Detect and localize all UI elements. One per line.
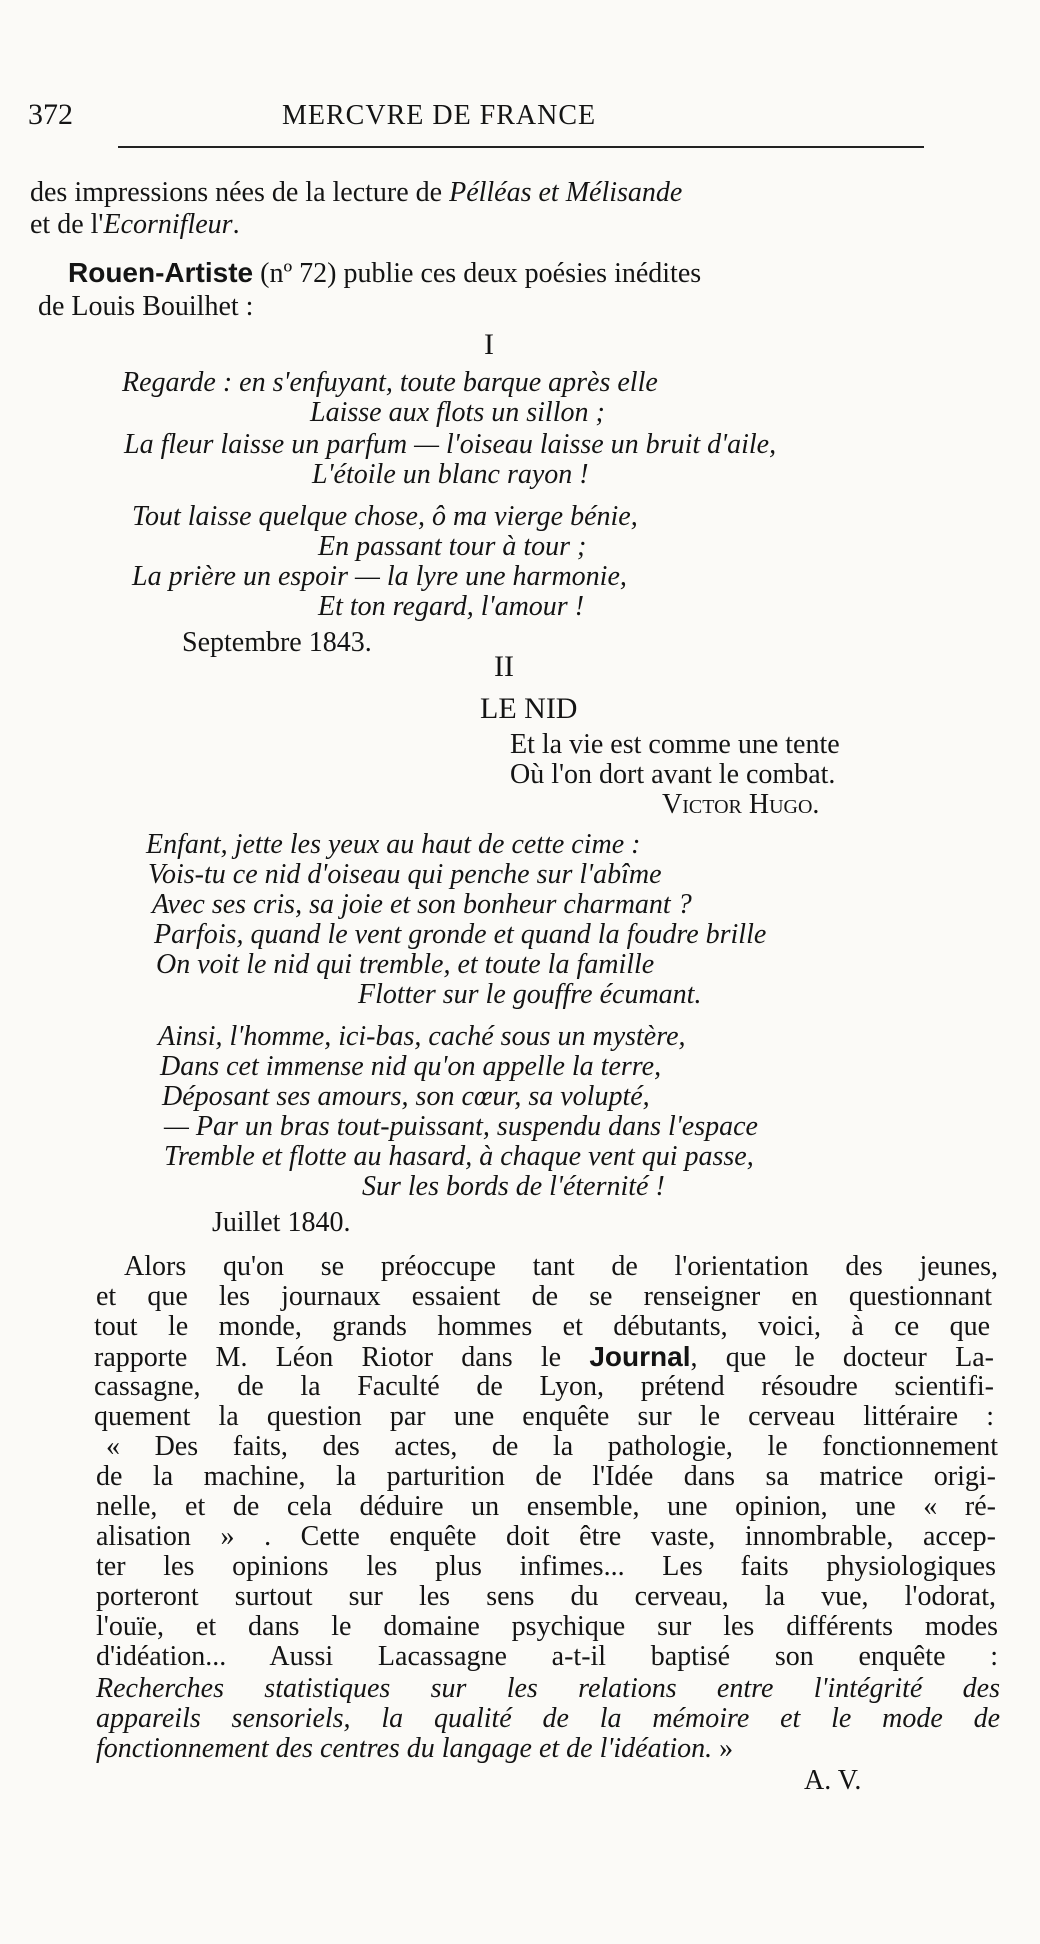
poem-1-line: Regarde : en s'enfuyant, toute barque après elle — [122, 367, 658, 398]
poem-2-title: LE NID — [480, 692, 578, 725]
article-line: et que les journaux essaient de se renseigner en questionnant — [96, 1281, 992, 1312]
epigraph-author: Victor Hugo. — [662, 789, 820, 820]
article-line: Alors qu'on se préoccupe tant de l'orientation des jeunes, — [124, 1251, 998, 1282]
article-text: , que le docteur La- — [690, 1342, 994, 1373]
article-line — [94, 1342, 994, 1373]
epigraph-line: Où l'on dort avant le combat. — [510, 759, 836, 790]
epigraph-line: Et la vie est comme une tente — [510, 729, 840, 760]
issue-number: (nº 72) — [260, 258, 337, 289]
poem-1-line: La fleur laisse un parfum — l'oiseau laisse un bruit d'aile, — [124, 429, 777, 460]
intro-line-2 — [30, 210, 240, 240]
poem-1-line: Laisse aux flots un sillon ; — [310, 397, 605, 428]
poem-1-line: En passant tour à tour ; — [318, 531, 587, 562]
article-line: l'ouïe, et dans le domaine psychique sur les différents modes — [96, 1611, 998, 1642]
article-line: nelle, et de cela déduire un ensemble, une opinion, une « ré- — [96, 1491, 996, 1522]
article-line: cassagne, de la Faculté de Lyon, prétend résoudre scientifi- — [94, 1371, 994, 1402]
article-line: tout le monde, grands hommes et débutants, voici, à ce que — [94, 1311, 990, 1342]
rouen-line-2: de Louis Bouilhet : — [38, 291, 254, 322]
poem-2-line: Parfois, quand le vent gronde et quand la foudre brille — [154, 919, 767, 950]
poem-1-line: Tout laisse quelque chose, ô ma vierge bénie, — [132, 501, 638, 532]
page-number: 372 — [28, 98, 73, 131]
poem-1-line: L'étoile un blanc rayon ! — [312, 459, 589, 490]
article-italic-line-last — [96, 1734, 733, 1764]
poem-2-numeral: II — [494, 650, 514, 683]
article-line: ter les opinions les plus infimes... Les faits physiologiques — [96, 1551, 996, 1582]
poem-1-numeral: I — [484, 328, 494, 361]
poem-2-line: Tremble et flotte au hasard, à chaque vent qui passe, — [164, 1141, 754, 1172]
article-text: rapporte M. Léon Riotor dans le — [94, 1342, 590, 1373]
poem-1-line: Et ton regard, l'amour ! — [318, 591, 585, 622]
article-italic-line: Recherches statistiques sur les relations entre l'intégrité des — [96, 1673, 1000, 1704]
header-rule — [118, 146, 924, 148]
title-ecornifleur: Ecornifleur — [103, 209, 233, 240]
intro-text: et de l' — [30, 209, 104, 240]
poem-2-line: Déposant ses amours, son cœur, sa volupté, — [162, 1081, 650, 1112]
article-line: porteront surtout sur les sens du cerveau, la vue, l'odorat, — [96, 1581, 996, 1612]
journal-name: Rouen-Artiste — [68, 257, 254, 288]
article-line: de la machine, la parturition de l'Idée dans sa matrice origi- — [96, 1461, 996, 1492]
poem-2-line: Enfant, jette les yeux au haut de cette cime : — [146, 829, 641, 860]
poem-2-line: Dans cet immense nid qu'on appelle la terre, — [160, 1051, 662, 1082]
article-line: alisation » . Cette enquête doit être vaste, innombrable, accep- — [96, 1521, 996, 1552]
poem-1-line: La prière un espoir — la lyre une harmonie, — [132, 561, 627, 592]
article-line: « Des faits, des actes, de la pathologie, le fonctionnement — [106, 1431, 998, 1462]
poem-2-date: Juillet 1840. — [212, 1207, 351, 1238]
title-pelleas: Pélléas et Mélisande — [449, 177, 683, 208]
poem-2-line: On voit le nid qui tremble, et toute la famille — [156, 949, 655, 980]
article-italic-line: appareils sensoriels, la qualité de la mémoire et le mode de — [96, 1703, 1000, 1734]
rouen-text: publie ces deux poésies inédites — [343, 258, 702, 289]
poem-2-line: Ainsi, l'homme, ici-bas, caché sous un mystère, — [158, 1021, 686, 1052]
close-quote: » — [712, 1733, 734, 1764]
running-title: MERCVRE DE FRANCE — [282, 100, 597, 131]
intro-text: . — [232, 209, 240, 240]
article-italic-text: fonctionnement des centres du langage et de l'idéation. — [96, 1733, 713, 1764]
signature: A. V. — [804, 1765, 862, 1796]
article-line: d'idéation... Aussi Lacassagne a-t-il baptisé son enquête : — [96, 1641, 998, 1672]
poem-2-line: Flotter sur le gouffre écumant. — [358, 979, 702, 1010]
article-line: quement la question par une enquête sur le cerveau littéraire : — [94, 1401, 994, 1432]
intro-line-1 — [30, 178, 682, 208]
rouen-line-1 — [68, 258, 701, 289]
journal-title: Journal — [589, 1341, 691, 1372]
poem-1-date: Septembre 1843. — [182, 627, 372, 658]
poem-2-line: Avec ses cris, sa joie et son bonheur charmant ? — [152, 889, 692, 920]
poem-2-line: Vois-tu ce nid d'oiseau qui penche sur l'abîme — [148, 859, 662, 890]
intro-text: des impressions nées de la lecture de — [30, 177, 450, 208]
poem-2-line: — Par un bras tout-puissant, suspendu dans l'espace — [164, 1111, 758, 1142]
poem-2-line: Sur les bords de l'éternité ! — [362, 1171, 665, 1202]
